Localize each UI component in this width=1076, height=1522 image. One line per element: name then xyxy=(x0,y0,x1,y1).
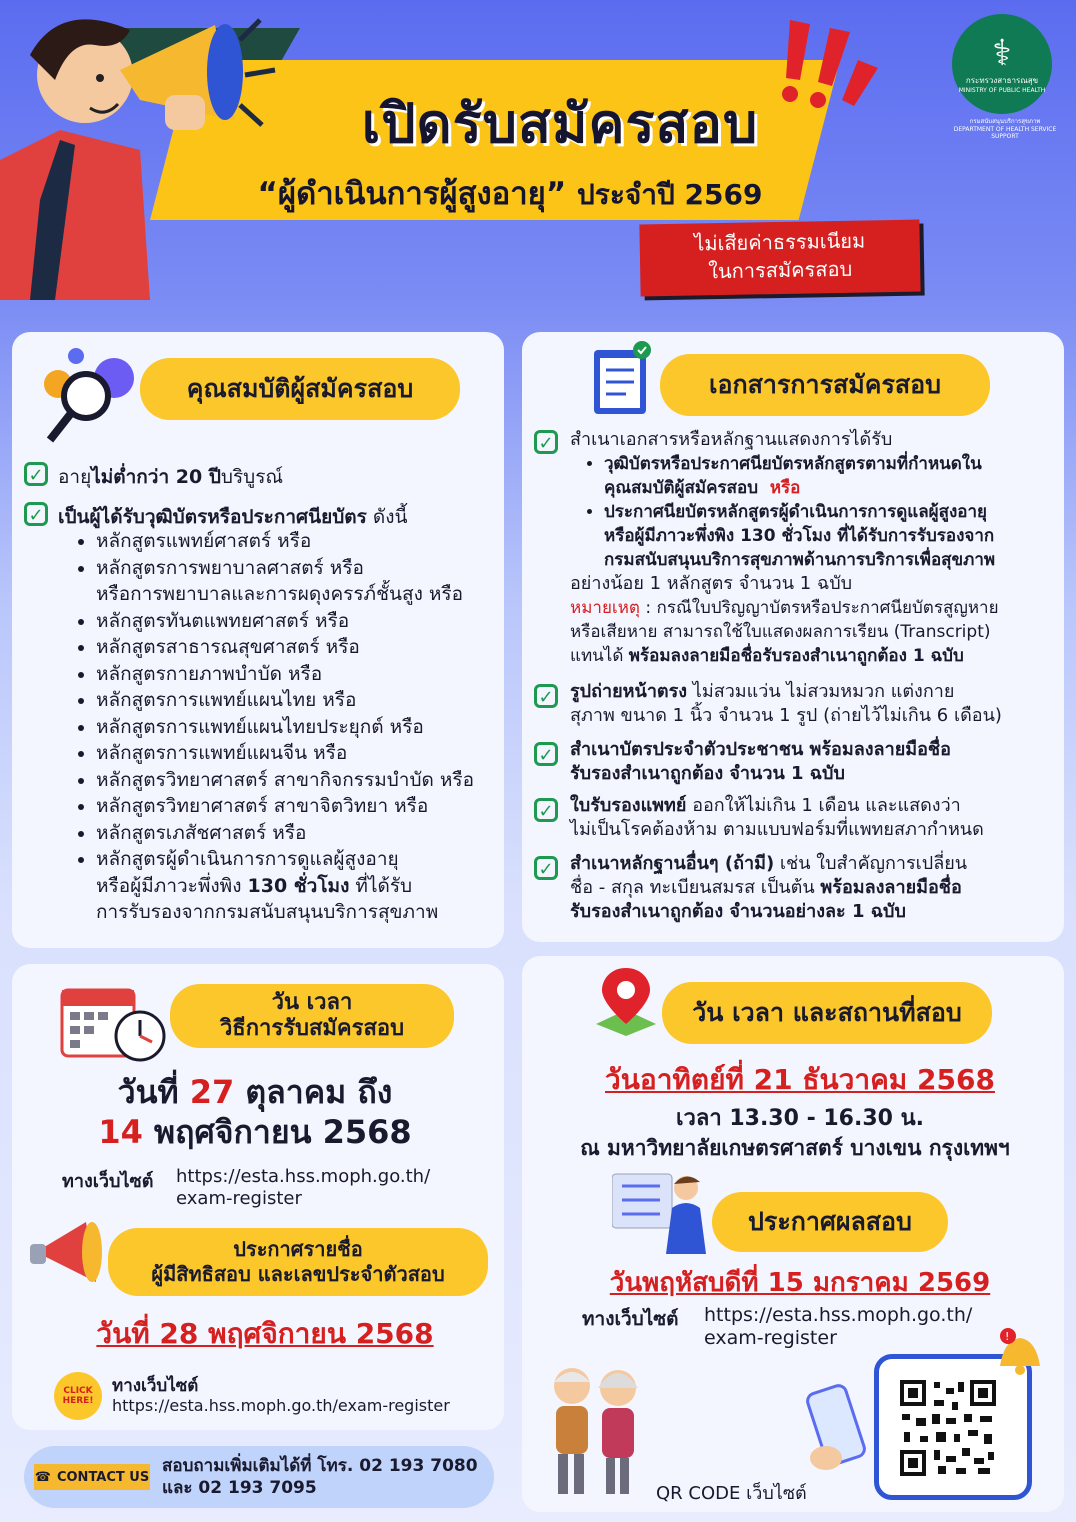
degree-text: เป็นผู้ได้รับวุฒิบัตรหรือประกาศนียบัตร ดังนี้ xyxy=(58,506,408,528)
list-item: • หลักสูตรกายภาพบำบัด หรือ xyxy=(96,661,474,688)
exam-heading: วัน เวลา และสถานที่สอบ xyxy=(662,982,992,1044)
web-label-2: ทางเว็บไซต์ xyxy=(112,1376,199,1396)
doc-1: สำเนาเอกสารหรือหลักฐานแสดงการได้รับ • วุฒิบัตรหรือประกาศนียบัตรหลักสูตรตามที่กำหนดใน คุณสมบัติผู้สมัครสอบ หรือ • ประกาศนียบัตรหลักสูตรผู้ดำเนินการการดูแลผู้สูงอายุ หรือผู้มีภาวะพึ่งพิง 130 ชั่วโมง ที่ได้รับการรับรองจาก กรมสนับสนุนบริการสุขภาพด้านการบริการเพื่อสุขภาพ อย่างน้อย 1 หลักสูตร จำนวน 1 ฉบับ หมายเหตุ : กรณีใบปริญญาบัตรหรือประกาศนียบัตรสูญหาย หรือเสียหาย สามารถใช้ใบแสดงผลการเรียน (Transcript) แทนได้ พร้อมลงลายมือชื่อรับรองสำเนาถูกต้อง 1 ฉบับ xyxy=(570,428,1050,668)
bell-alert-icon xyxy=(990,1326,1050,1382)
qr-label: QR CODE เว็บไซต์ xyxy=(656,1483,807,1504)
logo-ring-text: MINISTRY OF PUBLIC HEALTH xyxy=(958,87,1046,94)
magnifier-people-icon xyxy=(36,346,146,446)
calendar-clock-icon xyxy=(58,984,168,1064)
list-item: • หลักสูตรการแพทย์แผนจีน หรือ xyxy=(96,740,474,767)
exam-place: ณ มหาวิทยาลัยเกษตรศาสตร์ บางเขน กรุงเทพฯ xyxy=(580,1136,1010,1160)
course-list xyxy=(74,528,474,926)
list-item: • ประกาศนียบัตรหลักสูตรผู้ดำเนินการการดูแลผู้สูงอายุ หรือผู้มีภาวะพึ่งพิง 130 ชั่วโมง ที่ได้รับการรับรองจาก กรมสนับสนุนบริการสุขภาพด้านการบริการเพื่อสุขภาพ xyxy=(604,500,1050,572)
woman-checklist-icon xyxy=(612,1170,722,1254)
qualifications-heading: คุณสมบัติผู้สมัครสอบ xyxy=(140,358,460,420)
check-icon: ✓ xyxy=(534,742,558,766)
page-title: เปิดรับสมัครสอบ xyxy=(361,92,759,155)
logo-sub-en: DEPARTMENT OF HEALTH SERVICE SUPPORT xyxy=(953,126,1057,140)
list-item: • หลักสูตรทันตแพทยศาสตร์ หรือ xyxy=(96,608,474,635)
logo-text: กระทรวงสาธารณสุข xyxy=(965,76,1039,85)
registration-dates: วันที่ 27 ตุลาคม ถึง 14 พฤศจิกายน 2568 xyxy=(98,1073,412,1151)
doc-5: สำเนาหลักฐานอื่นๆ (ถ้ามี) เช่น ใบสำคัญการเปลี่ยน ชื่อ - สกุล ทะเบียนสมรส เป็นต้น พร้อมลงลายมือชื่อ รับรองสำเนาถูกต้อง จำนวนอย่างละ 1 ฉบับ xyxy=(570,853,968,922)
fee-banner xyxy=(639,220,920,297)
svg-text:!: ! xyxy=(1005,1330,1010,1343)
result-url[interactable]: https://esta.hss.moph.go.th/ exam-register xyxy=(704,1304,973,1349)
qr-code[interactable] xyxy=(898,1378,998,1478)
result-web-label: ทางเว็บไซต์ xyxy=(582,1308,679,1330)
map-pin-icon xyxy=(590,966,662,1038)
registration-url-full[interactable]: https://esta.hss.moph.go.th/exam-register xyxy=(112,1396,450,1415)
doc-2: รูปถ่ายหน้าตรง ไม่สวมแว่น ไม่สวมหมวก แต่งกาย สุภาพ ขนาด 1 นิ้ว จำนวน 1 รูป (ถ่ายไว้ไม่เกิน 6 เดือน) xyxy=(570,681,1002,726)
list-item: • หลักสูตรการแพทย์แผนไทย หรือ xyxy=(96,687,474,714)
registration-heading: วัน เวลา วิธีการรับสมัครสอบ xyxy=(170,984,454,1048)
smartphone-icon xyxy=(800,1380,880,1480)
page-subtitle xyxy=(190,168,830,218)
ministry-logo xyxy=(952,14,1052,114)
announce-heading: ประกาศรายชื่อ ผู้มีสิทธิสอบ และเลขประจำตัวสอบ xyxy=(108,1228,488,1296)
subtitle-year: ประจำปี 2569 xyxy=(577,178,763,211)
doc-4: ใบรับรองแพทย์ ออกให้ไม่เกิน 1 เดือน และแสดงว่า ไม่เป็นโรคต้องห้าม ตามแบบฟอร์มที่แพทยสภากำหนด xyxy=(570,795,984,840)
contact-text: สอบถามเพิ่มเติมได้ที่ โทร. 02 193 7080 และ 02 193 7095 xyxy=(162,1456,478,1498)
list-item: • หลักสูตรวิทยาศาสตร์ สาขากิจกรรมบำบัด หรือ xyxy=(96,767,474,794)
doc-3: สำเนาบัตรประจำตัวประชาชน พร้อมลงลายมือชื่อ รับรองสำเนาถูกต้อง จำนวน 1 ฉบับ xyxy=(570,739,951,784)
announce-date: วันที่ 28 พฤศจิกายน 2568 xyxy=(96,1317,434,1350)
result-date: วันพฤหัสบดีที่ 15 มกราคม 2569 xyxy=(609,1268,991,1298)
caduceus-icon: ⚕ xyxy=(992,33,1012,74)
check-icon: ✓ xyxy=(534,684,558,708)
elderly-couple-illustration xyxy=(540,1358,650,1498)
phone-icon: ☎ xyxy=(34,1469,51,1485)
list-item: • หลักสูตรการพยาบาลศาสตร์ หรือ หรือการพยาบาลและการผดุงครรภ์ชั้นสูง หรือ xyxy=(96,555,474,608)
logo-sub-th: กรมสนับสนุนบริการสุขภาพ xyxy=(969,118,1041,125)
qualification-age xyxy=(24,462,283,492)
fee-line-1: ไม่เสียค่าธรรมเนียม xyxy=(694,228,866,256)
exam-time: เวลา 13.30 - 16.30 น. xyxy=(675,1106,925,1131)
megaphone-icon xyxy=(26,1212,116,1292)
list-item: • วุฒิบัตรหรือประกาศนียบัตรหลักสูตรตามที่กำหนดใน คุณสมบัติผู้สมัครสอบ หรือ xyxy=(604,452,1050,500)
web-label: ทางเว็บไซต์ xyxy=(62,1171,154,1192)
document-checklist-icon xyxy=(584,340,664,420)
age-text: อายุไม่ต่ำกว่า 20 ปีบริบูรณ์ xyxy=(58,466,284,488)
list-item: • หลักสูตรสาธารณสุขศาสตร์ หรือ xyxy=(96,634,474,661)
man-megaphone-illustration xyxy=(0,0,300,300)
check-icon: ✓ xyxy=(534,430,558,454)
logo-subtitle xyxy=(940,116,1070,140)
contact-badge[interactable]: ☎ CONTACT US xyxy=(34,1464,150,1490)
check-icon: ✓ xyxy=(534,798,558,822)
check-icon: ✓ xyxy=(534,856,558,880)
check-icon: ✓ xyxy=(24,462,48,486)
list-item: • หลักสูตรการแพทย์แผนไทยประยุกต์ หรือ xyxy=(96,714,474,741)
result-heading: ประกาศผลสอบ xyxy=(712,1192,948,1252)
registration-url[interactable]: https://esta.hss.moph.go.th/ exam-register xyxy=(176,1166,431,1209)
doc-note: หมายเหตุ : กรณีใบปริญญาบัตรหรือประกาศนียบัตรสูญหาย หรือเสียหาย สามารถใช้ใบแสดงผลการเรียน (Transcript) แทนได้ พร้อมลงลายมือชื่อรับรองสำเนาถูกต้อง 1 ฉบับ xyxy=(570,598,999,666)
click-here-icon[interactable]: CLICK HERE! xyxy=(54,1372,102,1420)
exam-date: วันอาทิตย์ที่ 21 ธันวาคม 2568 xyxy=(605,1063,995,1096)
list-item: • หลักสูตรวิทยาศาสตร์ สาขาจิตวิทยา หรือ xyxy=(96,793,474,820)
list-item: • หลักสูตรแพทย์ศาสตร์ หรือ xyxy=(96,528,474,555)
subtitle-main: “ผู้ดำเนินการผู้สูงอายุ” xyxy=(257,176,567,212)
documents-heading: เอกสารการสมัครสอบ xyxy=(660,354,990,416)
check-icon: ✓ xyxy=(24,502,48,526)
list-item: • หลักสูตรผู้ดำเนินการการดูแลผู้สูงอายุ หรือผู้มีภาวะพึ่งพิง 130 ชั่วโมง ที่ได้รับ การรับรองจากกรมสนับสนุนบริการสุขภาพ xyxy=(96,846,474,926)
list-item: • หลักสูตรเภสัชศาสตร์ หรือ xyxy=(96,820,474,847)
fee-line-2: ในการสมัครสอบ xyxy=(708,256,853,284)
